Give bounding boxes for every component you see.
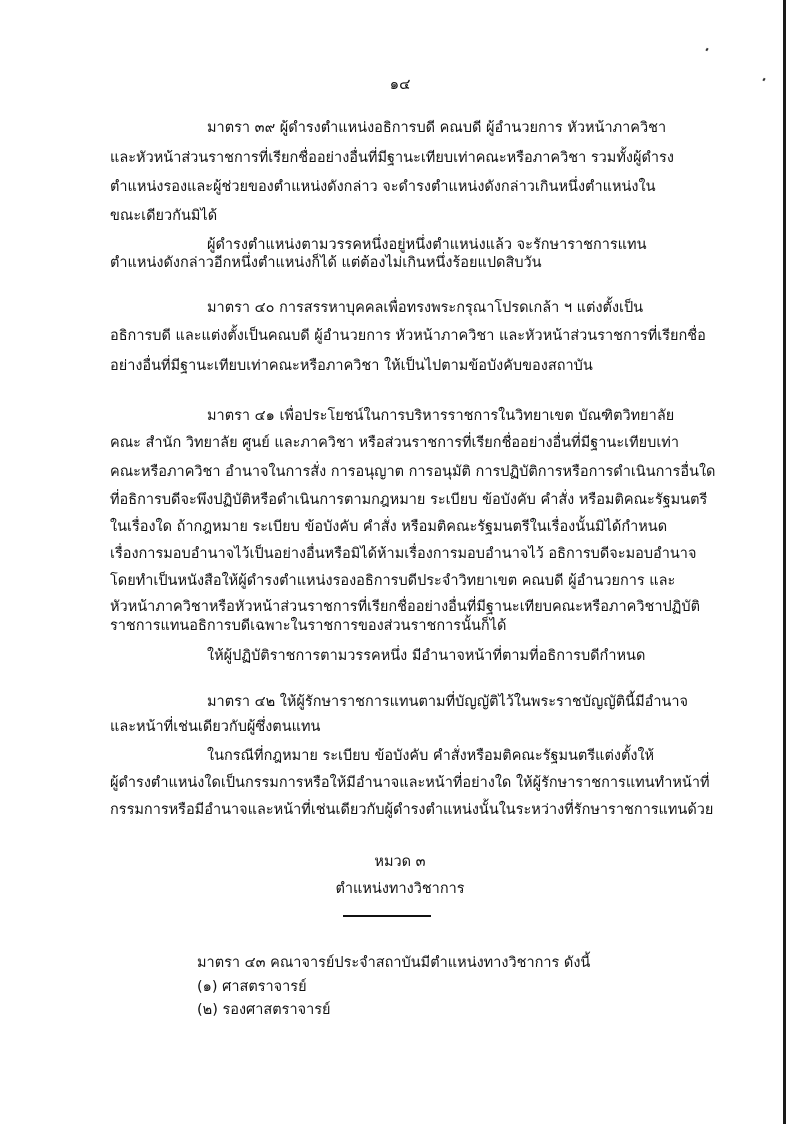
section-41-line: ราชการแทนอธิการบดีเฉพาะในราชการของส่วนราชการนั้นก็ได้: [110, 618, 507, 634]
section-41-line: ให้ผู้ปฏิบัติราชการตามวรรคหนึ่ง มีอำนาจหน้าที่ตามที่อธิการบดีกำหนด: [207, 648, 646, 664]
scan-edge: [783, 0, 786, 1124]
chapter-subtitle: ตำแหน่งทางวิชาการ: [335, 881, 465, 897]
section-39-line: ตำแหน่งดังกล่าวอีกหนึ่งตำแหน่งก็ได้ แต่ต้องไม่เกินหนึ่งร้อยแปดสิบวัน: [110, 255, 542, 271]
scan-speck: [705, 48, 708, 52]
section-43-item: (๒) รองศาสตราจารย์: [197, 1002, 331, 1018]
section-39-line: มาตรา ๓๙ ผู้ดำรงตำแหน่งอธิการบดี คณบดี ผู้อำนวยการ หัวหน้าภาควิชา: [207, 120, 667, 136]
section-40-line: อธิการบดี และแต่งตั้งเป็นคณบดี ผู้อำนวยการ หัวหน้าภาควิชา และหัวหน้าส่วนราชการที่เรียกชื่อ: [110, 328, 706, 344]
section-40-line: มาตรา ๔๐ การสรรหาบุคคลเพื่อทรงพระกรุณาโปรดเกล้า ฯ แต่งตั้งเป็น: [207, 300, 644, 316]
scan-speck: [762, 78, 765, 82]
section-42-line: กรรมการหรือมีอำนาจและหน้าที่เช่นเดียวกับผู้ดำรงตำแหน่งนั้นในระหว่างที่รักษาราชการแทนด้วย: [110, 802, 714, 818]
section-42-line: ผู้ดำรงตำแหน่งใดเป็นกรรมการหรือให้มีอำนาจและหน้าที่อย่างใด ให้ผู้รักษาราชการแทนทำหน้าที่: [110, 775, 710, 791]
section-43-item: (๑) ศาสตราจารย์: [197, 979, 307, 995]
section-41-line: มาตรา ๔๑ เพื่อประโยชน์ในการบริหารราชการในวิทยาเขต บัณฑิตวิทยาลัย: [207, 408, 675, 424]
section-42-line: มาตรา ๔๒ ให้ผู้รักษาราชการแทนตามที่บัญญัติไว้ในพระราชบัญญัตินี้มีอำนาจ: [207, 694, 689, 710]
section-41-line: โดยทำเป็นหนังสือให้ผู้ดำรงตำแหน่งรองอธิการบดีประจำวิทยาเขต คณบดี ผู้อำนวยการ และ: [110, 573, 676, 589]
section-41-line: เรื่องการมอบอำนาจไว้เป็นอย่างอื่นหรือมิได้ห้ามเรื่องการมอบอำนาจไว้ อธิการบดีจะมอบอำนาจ: [110, 546, 697, 562]
section-39-line: และหัวหน้าส่วนราชการที่เรียกชื่ออย่างอื่นที่มีฐานะเทียบเท่าคณะหรือภาควิชา รวมทั้งผู้ดำรง: [110, 150, 674, 166]
section-39-line: ตำแหน่งรองและผู้ช่วยของตำแหน่งดังกล่าว จะดำรงตำแหน่งดังกล่าวเกินหนึ่งตำแหน่งใน: [110, 179, 656, 195]
section-42-line: ในกรณีที่กฎหมาย ระเบียบ ข้อบังคับ คำสั่งหรือมติคณะรัฐมนตรีแต่งตั้งให้: [207, 748, 655, 764]
section-39-line: ผู้ดำรงตำแหน่งตามวรรคหนึ่งอยู่หนึ่งตำแหน่งแล้ว จะรักษาราชการแทน: [207, 237, 647, 253]
section-40-line: อย่างอื่นที่มีฐานะเทียบเท่าคณะหรือภาควิชา ให้เป็นไปตามข้อบังคับของสถาบัน: [110, 358, 593, 374]
section-42-line: และหน้าที่เช่นเดียวกับผู้ซึ่งตนแทน: [110, 719, 321, 735]
chapter-divider: [343, 915, 431, 917]
section-39-line: ขณะเดียวกันมิได้: [110, 208, 218, 224]
section-43-line: มาตรา ๔๓ คณาจารย์ประจำสถาบันมีตำแหน่งทางวิชาการ ดังนี้: [197, 955, 591, 971]
section-41-line: คณะหรือภาควิชา อำนาจในการสั่ง การอนุญาต การอนุมัติ การปฏิบัติการหรือการดำเนินการอื่นใด: [110, 464, 716, 480]
page-number: ๑๔: [389, 75, 411, 93]
section-41-line: ที่อธิการบดีจะพึงปฏิบัติหรือดำเนินการตามกฎหมาย ระเบียบ ข้อบังคับ คำสั่ง หรือมติคณะรัฐมนตรี: [110, 492, 708, 508]
section-41-line: หัวหน้าภาควิชาหรือหัวหน้าส่วนราชการที่เรียกชื่ออย่างอื่นที่มีฐานะเทียบคณะหรือภาควิชาปฏิบัติ: [110, 599, 701, 615]
section-41-line: คณะ สำนัก วิทยาลัย ศูนย์ และภาควิชา หรือส่วนราชการที่เรียกชื่ออย่างอื่นที่มีฐานะเทียบเท่า: [110, 435, 679, 451]
chapter-title: หมวด ๓: [374, 854, 426, 870]
section-41-line: ในเรื่องใด ถ้ากฎหมาย ระเบียบ ข้อบังคับ คำสั่ง หรือมติคณะรัฐมนตรีในเรื่องนั้นมิได้กำหนด: [110, 519, 668, 535]
